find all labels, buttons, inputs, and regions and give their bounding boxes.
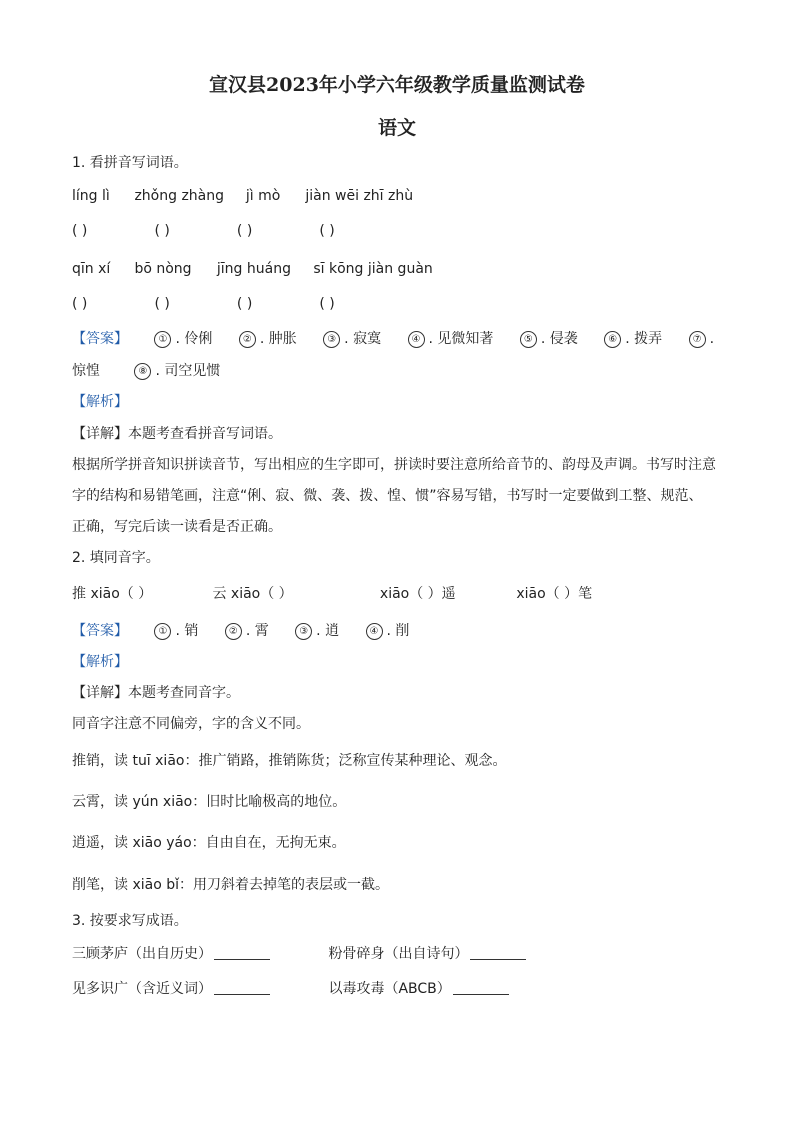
q2-stem: 2. 填同音字。 xyxy=(72,550,160,566)
answer-blank: ( ) xyxy=(154,223,170,239)
pinyin: bō nòng xyxy=(134,261,192,277)
q2-answer-line xyxy=(72,620,431,640)
fill-blank xyxy=(214,945,270,960)
circled-number: ② xyxy=(225,623,242,640)
q3-item: 见多识广（含近义词） xyxy=(72,981,212,997)
explanation-line: 字的结构和易错笔画，注意“俐、寂、微、袭、拨、惶、惯”容易写错，书写时一定要做到工整、规范、 xyxy=(72,488,703,504)
q1-pinyin-row2 xyxy=(72,261,433,277)
explanation-line: 削笔，读 xiāo bǐ：用刀斜着去掉笔的表层或一截。 xyxy=(72,877,389,893)
page-title: 宣汉县2023年小学六年级教学质量监测试卷 xyxy=(209,74,585,96)
answer-blank: ( ) xyxy=(72,223,88,239)
explanation-line: 同音字注意不同偏旁，字的含义不同。 xyxy=(72,716,310,732)
circled-number: ⑧ xyxy=(134,363,151,380)
q3-item: 以毒攻毒（ABCB） xyxy=(328,981,451,997)
page-subtitle: 语文 xyxy=(377,117,416,139)
analysis-tag: 【解析】 xyxy=(72,394,128,410)
explanation-line: 逍遥，读 xiāo yáo：自由自在，无拘无束。 xyxy=(72,835,346,851)
answer-text: . 见微知著 xyxy=(428,331,494,347)
answer-tag: 【答案】 xyxy=(72,331,128,347)
answer-blank: ( ) xyxy=(236,223,253,239)
answer-text: . 削 xyxy=(386,623,410,639)
explanation-line: 根据所学拼音知识拼读音节，写出相应的生字即可，拼读时要注意所给音节的、韵母及声调。书写时注意 xyxy=(72,457,716,473)
answer-text: . 寂寞 xyxy=(344,331,382,347)
answer-text: . 伶俐 xyxy=(175,331,213,347)
pinyin: zhǒng zhàng xyxy=(134,188,225,204)
answer-text: . 逍 xyxy=(316,623,340,639)
answer-blank: ( ) xyxy=(319,296,335,312)
q3-item: 三顾茅庐（出自历史） xyxy=(72,946,212,962)
analysis-tag: 【解析】 xyxy=(72,654,128,670)
q2-item: 推 xiāo（ ） xyxy=(72,586,153,602)
answer-text: . 侵袭 xyxy=(540,331,578,347)
answer-tag: 【答案】 xyxy=(72,623,128,639)
q3-stem: 3. 按要求写成语。 xyxy=(72,913,188,929)
q1-blanks-row2 xyxy=(72,296,335,312)
circled-number: ⑥ xyxy=(604,331,621,348)
answer-blank: ( ) xyxy=(72,296,88,312)
answer-text: . 销 xyxy=(175,623,199,639)
answer-text: 惊惶 xyxy=(72,363,100,379)
answer-text: . 霄 xyxy=(245,623,269,639)
pinyin: jiàn wēi zhī zhù xyxy=(305,188,414,204)
q3-row1 xyxy=(72,943,526,963)
q1-stem: 1. 看拼音写词语。 xyxy=(72,155,188,171)
detail-line: 【详解】本题考查看拼音写词语。 xyxy=(72,426,282,442)
circled-number: ① xyxy=(154,331,171,348)
pinyin: jì mò xyxy=(245,188,281,204)
answer-text: . xyxy=(709,331,715,347)
circled-number: ⑤ xyxy=(520,331,537,348)
circled-number: ③ xyxy=(323,331,340,348)
pinyin: sī kōng jiàn guàn xyxy=(313,261,433,277)
circled-number: ① xyxy=(154,623,171,640)
q3-row2 xyxy=(72,978,509,998)
q2-item: xiāo（ ）遥 xyxy=(379,586,456,602)
explanation-line: 推销，读 tuī xiāo：推广销路，推销陈货；泛称宣传某种理论、观念。 xyxy=(72,753,507,769)
explanation-line: 正确，写完后读一读看是否正确。 xyxy=(72,519,282,535)
q2-items xyxy=(72,583,592,603)
fill-blank xyxy=(214,980,270,995)
pinyin: jīng huáng xyxy=(216,261,291,277)
answer-text: . 肿胀 xyxy=(259,331,297,347)
q1-blanks-row1 xyxy=(72,223,335,239)
detail-line: 【详解】本题考查同音字。 xyxy=(72,685,240,701)
answer-text: . 司空见惯 xyxy=(155,363,221,379)
explanation-line: 云霄，读 yún xiāo：旧时比喻极高的地位。 xyxy=(72,794,347,810)
fill-blank xyxy=(453,980,509,995)
answer-text: . 拨弄 xyxy=(625,331,663,347)
answer-blank: ( ) xyxy=(154,296,170,312)
q3-item: 粉骨碎身（出自诗句） xyxy=(328,946,469,962)
q1-answer-line2 xyxy=(72,360,242,380)
circled-number: ⑦ xyxy=(689,331,706,348)
circled-number: ④ xyxy=(408,331,425,348)
q1-pinyin-row1 xyxy=(72,188,413,204)
answer-blank: ( ) xyxy=(236,296,253,312)
circled-number: ② xyxy=(239,331,256,348)
q2-item: 云 xiāo（ ） xyxy=(212,586,293,602)
circled-number: ④ xyxy=(366,623,383,640)
pinyin: líng lì xyxy=(72,188,110,204)
fill-blank xyxy=(470,945,526,960)
circled-number: ③ xyxy=(295,623,312,640)
answer-blank: ( ) xyxy=(319,223,335,239)
q2-item: xiāo（ ）笔 xyxy=(516,586,593,602)
pinyin: qīn xí xyxy=(72,261,111,277)
q1-answer-line xyxy=(72,328,714,348)
